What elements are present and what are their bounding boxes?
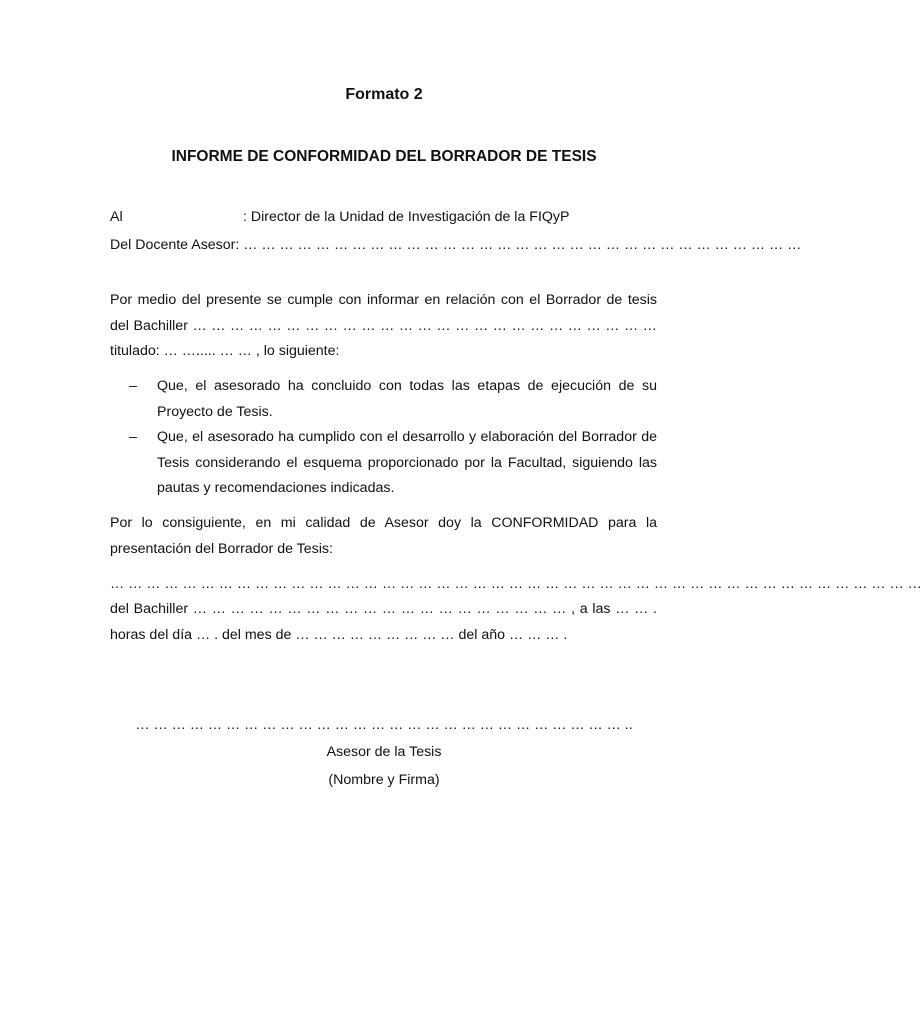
signature-note: (Nombre y Firma) [328, 772, 440, 788]
format-label: Formato 2 [345, 86, 423, 103]
signature-role: Asesor de la Tesis [326, 744, 442, 760]
addressee-label: Al [110, 209, 123, 225]
intro-paragraph: Por medio del presente se cumple con informar en relación con el Borrador de tesis del Bachiller … … … … … … … … … … … … … … … … … … … … … … … … … titulado: … …..... … … , lo siguiente: [110, 292, 657, 359]
details-paragraph: del Bachiller … … … … … … … … … … … … … … … … … … … … , a las … … . horas del día … . del mes de … … … … … … … … … del año … … … . [110, 601, 657, 643]
addressee-row [110, 209, 670, 225]
document-title: INFORME DE CONFORMIDAD DEL BORRADOR DE TESIS [171, 148, 597, 165]
list-item [110, 374, 657, 425]
signature-line: … … … … … … … … … … … … … … … … … … … … … … … … … … … .. [135, 717, 633, 733]
advisor-value: … … … … … … … … … … … … … … … … … … … … … … … … … … … … … … … [243, 237, 802, 253]
bullet-text: Que, el asesorado ha concluido con todas las etapas de ejecución de su Proyecto de Tesis. [157, 378, 657, 420]
conclusion-paragraph: Por lo consiguiente, en mi calidad de Asesor doy la CONFORMIDAD para la presentación del Borrador de Tesis: [110, 515, 657, 557]
addressee-value: : Director de la Unidad de Investigación de la FIQyP [243, 209, 570, 225]
blank-line: … … … … … … … … … … … … … … … … … … … … … … … … … … … … … … … … … … … … … … … … … … … … … [110, 576, 922, 592]
bullet-text: Que, el asesorado ha cumplido con el desarrollo y elaboración del Borrador de Tesis considerando el esquema proporcionado por la Facultad, siguiendo las pautas y recomendaciones indicadas. [157, 429, 657, 496]
list-item [110, 425, 657, 502]
advisor-row [110, 237, 802, 253]
bullet-dash: – [129, 378, 137, 394]
bullet-list [110, 374, 657, 502]
advisor-label: Del Docente Asesor: [110, 237, 240, 253]
bullet-dash: – [129, 429, 137, 445]
